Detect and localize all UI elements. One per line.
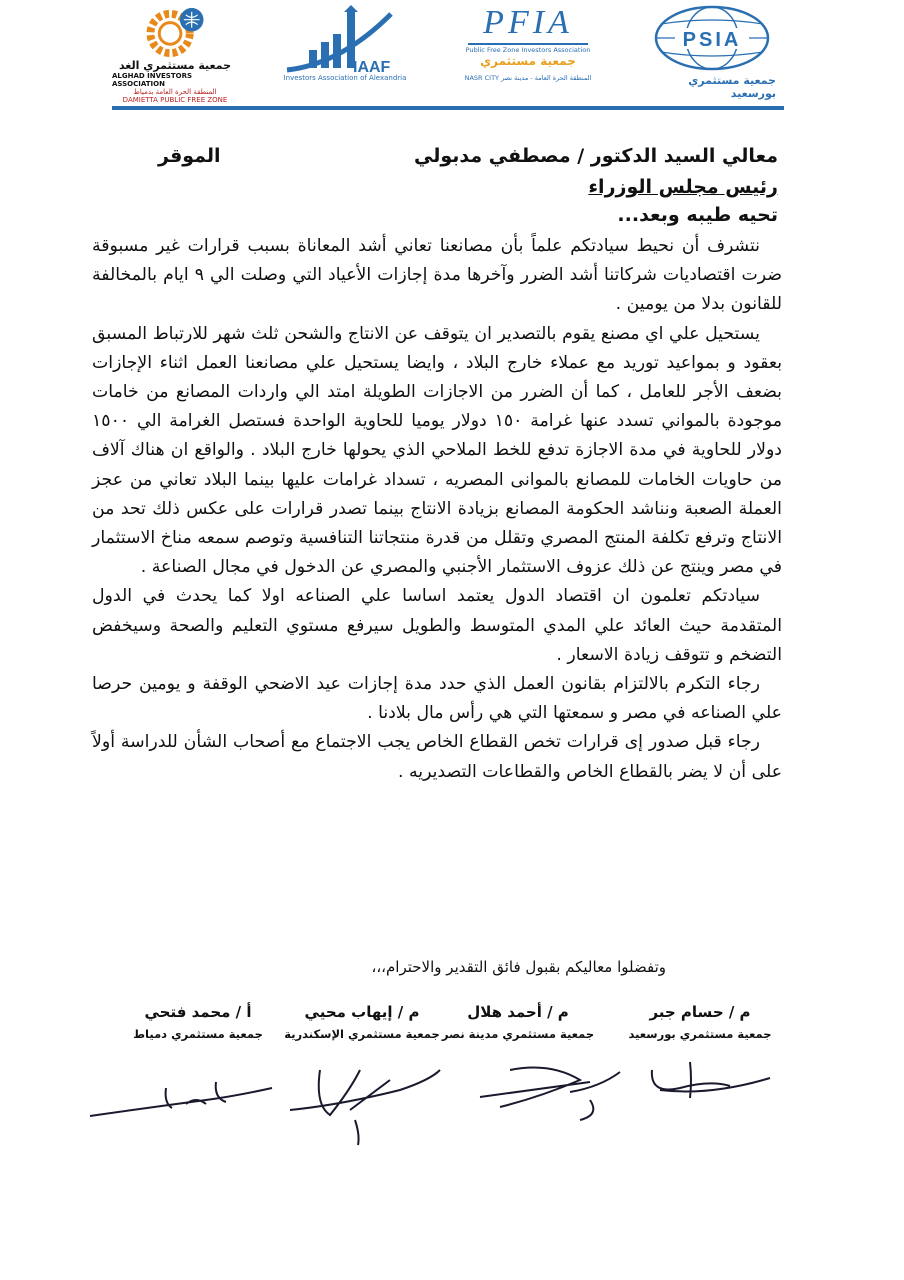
pfia-name-en: Public Free Zone Investors Association (465, 46, 591, 54)
signatory-name: أ / محمد فتحي (144, 1003, 252, 1021)
signatory-name: م / إيهاب محيي (304, 1003, 420, 1021)
pfia-logo (458, 4, 598, 104)
iaaf-name-en: Investors Association of Alexandria (283, 74, 407, 82)
salutation-honorific: الموقر (158, 145, 221, 167)
iaaf-acronym: IAAF (353, 59, 391, 74)
recipient-title: رئيس مجلس الوزراء (588, 176, 778, 198)
paragraph: سيادتكم تعلمون ان اقتصاد الدول يعتمد اساسا علي الصناعه اولا كما يحدث في الدول المتقدمة حيث العائد علي المدي المتوسط والطويل سيرفع مستوي التعليم والصحة وسيخفض التضخم و تتوقف زيادة الاسعار . (92, 586, 782, 665)
alghad-sub-ar: المنطقة الحرة العامة بدمياط (133, 88, 217, 96)
pfia-sub: المنطقة الحرة العامة - مدينة نصر NASR CITY (464, 74, 592, 82)
lighthouse-icon (281, 4, 409, 74)
signatory-name: م / أحمد هلال (467, 1003, 569, 1021)
signatory-4 (98, 1003, 298, 1041)
alghad-name-en: ALGHAD INVESTORS ASSOCIATION (112, 72, 193, 88)
psia-name-ar: جمعية مستثمري بورسعيد (688, 74, 776, 100)
iaaf-logo (280, 4, 410, 104)
paragraph: رجاء التكرم بالالتزام بقانون العمل الذي حدد مدة إجازات عيد الاضحي الوقفة و يومين حرصا علي الصناعه في مصر و سمعتها التي هي رأس مال بلادنا . (92, 674, 782, 724)
alghad-sub-en: DAMIETTA PUBLIC FREE ZONE (122, 96, 228, 104)
gear-globe-icon (140, 4, 210, 59)
paragraph: نتشرف أن نحيط سيادتكم علماً بأن مصانعنا تعاني أشد المعاناة بسبب قرارات غير مسبوقة ضرت اقتصاديات شركاتنا أشد الضرر وآخرها مدة إجازات الأعياد التي وصلت الي ٩ ايام بالمخالفة للقانون بدلا من يومين . (92, 236, 782, 315)
letterhead (0, 0, 904, 112)
signatory-org: جمعية مستثمري مدينة نصر (441, 1027, 595, 1041)
paragraph: يستحيل علي اي مصنع يقوم بالتصدير ان يتوقف عن الانتاج والشحن ثلث شهر للارتباط المسبق بعقود و بمواعيد توريد مع عملاء خارج البلاد ، وايضا يستحيل علي مصانعنا العمل اثناء الإجازات بضعف الأجر للعامل ، كما أن الضرر من الاجازات الطويلة امتد الي واردات المصانع من خامات موجودة بالمواني تسدد عنها غرامة ١٥٠ دولار يوميا للحاوية الواحدة فستصل الغرامة الي ١٥٠٠ دولار للحاوية في مدة الاجازة تدفع للخط الملاحي الذي يحولها خارج البلاد . والواقع ان هناك آلاف من حاويات الخامات للمصانع بالموانى المصريه ، تسداد غرامات عليها بينما البلاد تعاني من عجز العملة الصعبة ونناشد الحكومة المصانع بزيادة الانتاج بينما تصدر قرارات على عكس ذلك تحد من الانتاج وترفع تكلفة المنتج المصري وتقلل من قدرة منتجاتنا التنافسية وتوصم سمعه مناخ الاستثمار في مصر وينتج عن ذلك عزوف الاستثمار الأجنبي والمصري عن الدخول في مجال الصناعة . (92, 323, 782, 578)
alghad-name-ar: جمعية مستثمري الغد (118, 59, 232, 72)
recipient-line: معالي السيد الدكتور / مصطفي مدبولي (413, 145, 778, 167)
psia-logo (648, 4, 776, 104)
signatory-org: جمعية مستثمري دمياط (133, 1027, 263, 1041)
pfia-divider (468, 43, 588, 45)
letter-body (92, 232, 782, 787)
greeting: تحيه طيبه وبعد... (617, 204, 778, 226)
signatory-org: جمعية مستثمري الإسكندرية (284, 1027, 440, 1041)
signatory-name: م / حسام جبر (649, 1003, 751, 1021)
signatory-org: جمعية مستثمري بورسعيد (628, 1027, 772, 1041)
signature-scribble-2 (470, 1052, 630, 1122)
psia-acronym: PSIA (682, 29, 742, 51)
globe-icon (653, 4, 771, 74)
signature-scribble-1 (640, 1050, 780, 1110)
pfia-name-ar: جمعية مستثمري (480, 54, 576, 68)
signature-scribble-3 (280, 1050, 450, 1150)
pfia-acronym: PFIA (483, 4, 573, 41)
paragraph: رجاء قبل صدور إى قرارات تخص القطاع الخاص يجب الاجتماع مع أصحاب الشأن للدراسة أولاً على أن لا يضر بالقطاع الخاص والقطاعات التصديريه . (92, 732, 782, 782)
signature-scribble-4 (86, 1068, 276, 1128)
alghad-logo (112, 4, 238, 104)
closing-line: وتفضلوا معاليكم بقبول فائق التقدير والاحترام،،، (371, 958, 666, 976)
signatory-1 (600, 1003, 800, 1041)
header-rule (112, 106, 784, 110)
